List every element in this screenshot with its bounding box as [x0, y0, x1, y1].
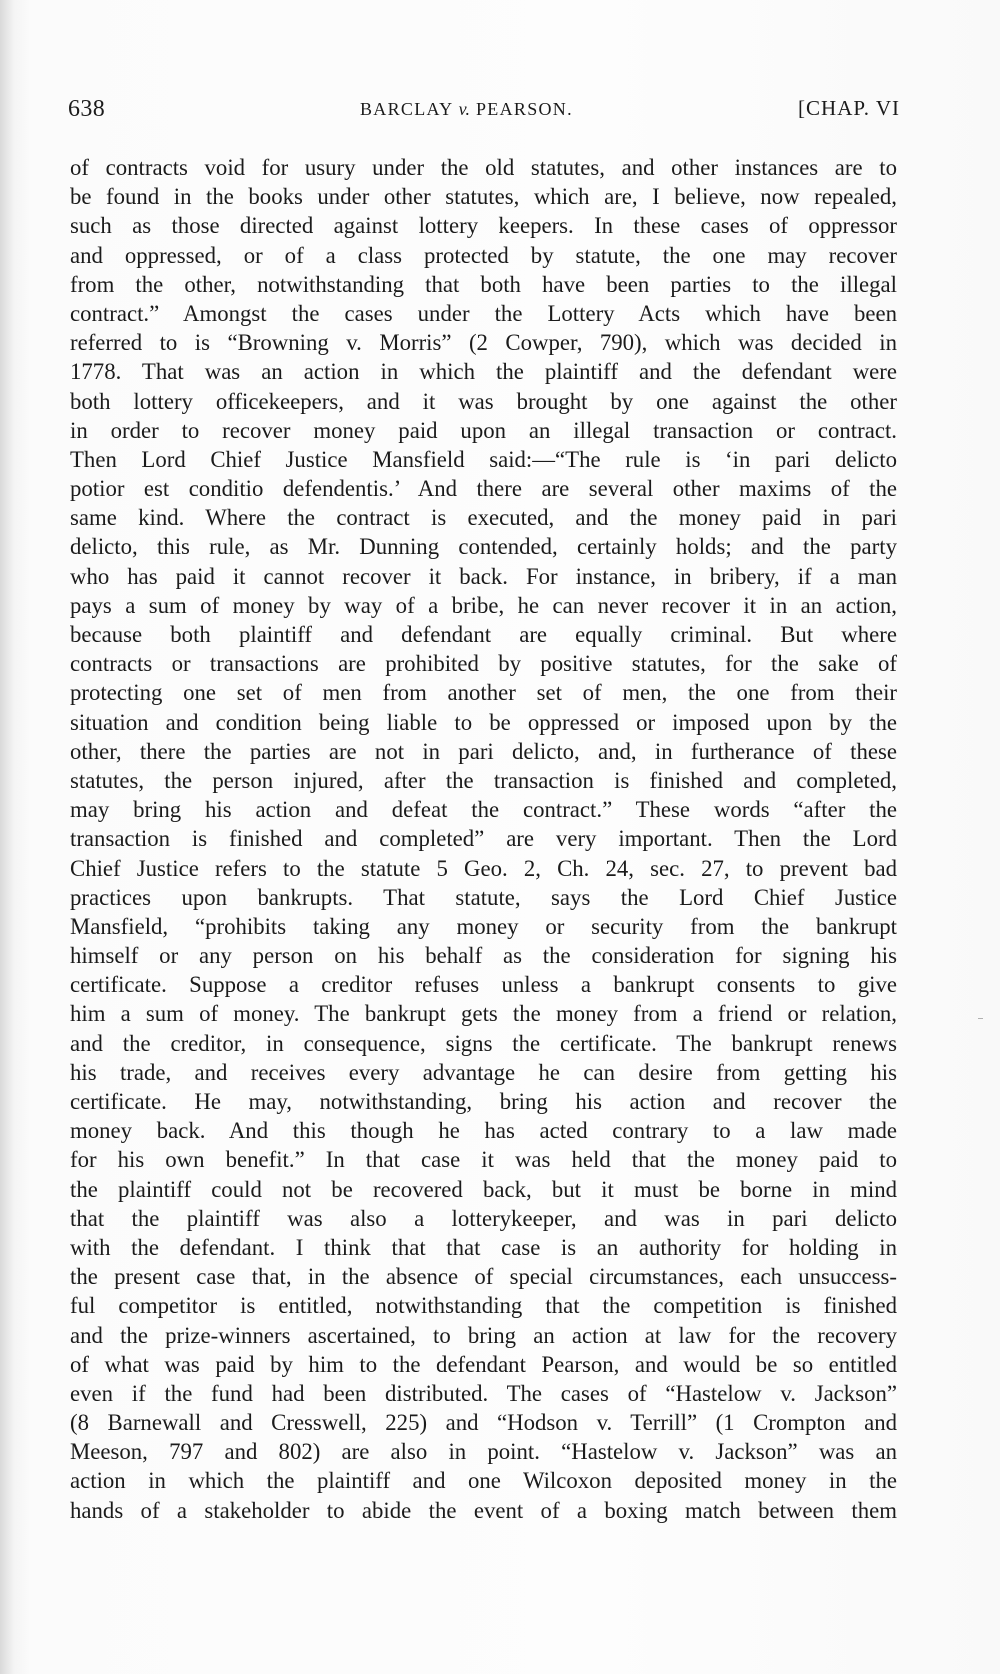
- text-line-43: even if the fund had been distributed. The cases of “Hastelow v. Jackson”: [70, 1380, 897, 1406]
- text-line-9: both lottery officekeepers, and it was brought by one against the other: [70, 388, 897, 414]
- text-line-12: potior est conditio defendentis.’ And there are several other maxims of the: [70, 476, 897, 502]
- text-line-33: certificate. He may, notwithstanding, bring his action and recover the: [70, 1089, 897, 1114]
- text-line-24: transaction is finished and completed” are very important. Then the Lord: [70, 826, 897, 852]
- text-line-26: practices upon bankrupts. That statute, says the Lord Chief Justice: [70, 884, 897, 910]
- case-versus: v.: [458, 99, 471, 119]
- running-title: [360, 99, 573, 120]
- text-line-21: other, there the parties are not in pari delicto, and, in furtherance of these: [70, 738, 897, 764]
- text-line-8: 1778. That was an action in which the plaintiff and the defendant were: [70, 359, 897, 385]
- text-line-38: with the defendant. I think that that case is an authority for holding in: [70, 1234, 897, 1260]
- text-line-25: Chief Justice refers to the statute 5 Geo. 2, Ch. 24, sec. 27, to prevent bad: [70, 855, 897, 881]
- text-line-27: Mansfield, “prohibits taking any money or security from the bankrupt: [70, 913, 897, 939]
- text-line-1: of contracts void for usury under the old statutes, and other instances are to: [70, 155, 897, 180]
- text-line-10: in order to recover money paid upon an illegal transaction or contract.: [70, 417, 897, 443]
- text-line-36: the plaintiff could not be recovered back, but it must be borne in mind: [70, 1176, 897, 1202]
- text-line-29: certificate. Suppose a creditor refuses unless a bankrupt consents to give: [70, 972, 897, 998]
- running-header: [68, 96, 900, 130]
- text-line-28: himself or any person on his behalf as the consideration for signing his: [70, 943, 897, 969]
- text-line-47: hands of a stakeholder to abide the event of a boxing match between them: [70, 1497, 897, 1523]
- page-number: 638: [68, 96, 106, 122]
- body-text: [70, 153, 897, 1553]
- text-line-34: money back. And this though he has acted contrary to a law made: [70, 1118, 897, 1144]
- text-line-42: of what was paid by him to the defendant Pearson, and would be so entitled: [70, 1351, 897, 1377]
- text-line-17: because both plaintiff and defendant are equally criminal. But where: [70, 622, 897, 647]
- text-line-35: for his own benefit.” In that case it was held that the money paid to: [70, 1147, 897, 1173]
- text-line-2: be found in the books under other statutes, which are, I believe, now repealed,: [70, 184, 897, 210]
- text-line-18: contracts or transactions are prohibited by positive statutes, for the sake of: [70, 651, 897, 677]
- text-line-15: who has paid it cannot recover it back. For instance, in bribery, if a man: [70, 563, 897, 589]
- scan-mark: [978, 1018, 983, 1019]
- case-party-right: PEARSON.: [475, 99, 573, 119]
- text-line-4: and oppressed, or of a class protected by statute, the one may recover: [70, 242, 897, 268]
- text-line-39: the present case that, in the absence of special circumstances, each unsuccess-: [70, 1264, 897, 1290]
- text-line-30: him a sum of money. The bankrupt gets the money from a friend or relation,: [70, 1001, 897, 1027]
- text-line-20: situation and condition being liable to be oppressed or imposed upon by the: [70, 709, 897, 735]
- text-line-13: same kind. Where the contract is executed, and the money paid in pari: [70, 505, 897, 531]
- text-line-19: protecting one set of men from another set of men, the one from their: [70, 680, 897, 706]
- text-line-5: from the other, notwithstanding that both have been parties to the illegal: [70, 271, 897, 297]
- text-line-3: such as those directed against lottery keepers. In these cases of oppressor: [70, 213, 897, 239]
- text-line-11: Then Lord Chief Justice Mansfield said:—“The rule is ‘in pari delicto: [70, 446, 897, 472]
- text-line-23: may bring his action and defeat the contract.” These words “after the: [70, 797, 897, 823]
- text-line-46: action in which the plaintiff and one Wilcoxon deposited money in the: [70, 1468, 897, 1494]
- chapter-heading: [CHAP. VI: [798, 96, 900, 120]
- text-line-6: contract.” Amongst the cases under the Lottery Acts which have been: [70, 300, 897, 326]
- text-line-16: pays a sum of money by way of a bribe, he can never recover it in an action,: [70, 592, 897, 618]
- case-party-left: BARCLAY: [360, 99, 453, 119]
- text-line-41: and the prize-winners ascertained, to bring an action at law for the recovery: [70, 1322, 897, 1348]
- text-line-37: that the plaintiff was also a lotterykeeper, and was in pari delicto: [70, 1205, 897, 1231]
- text-line-7: referred to is “Browning v. Morris” (2 Cowper, 790), which was decided in: [70, 330, 897, 356]
- text-line-45: Meeson, 797 and 802) are also in point. “Hastelow v. Jackson” was an: [70, 1439, 897, 1465]
- text-line-32: his trade, and receives every advantage he can desire from getting his: [70, 1059, 897, 1085]
- text-line-31: and the creditor, in consequence, signs the certificate. The bankrupt renews: [70, 1030, 897, 1056]
- text-line-22: statutes, the person injured, after the transaction is finished and completed,: [70, 767, 897, 793]
- text-line-40: ful competitor is entitled, notwithstanding that the competition is finished: [70, 1293, 897, 1319]
- text-line-14: delicto, this rule, as Mr. Dunning contended, certainly holds; and the party: [70, 534, 897, 560]
- text-line-44: (8 Barnewall and Cresswell, 225) and “Hodson v. Terrill” (1 Crompton and: [70, 1410, 897, 1436]
